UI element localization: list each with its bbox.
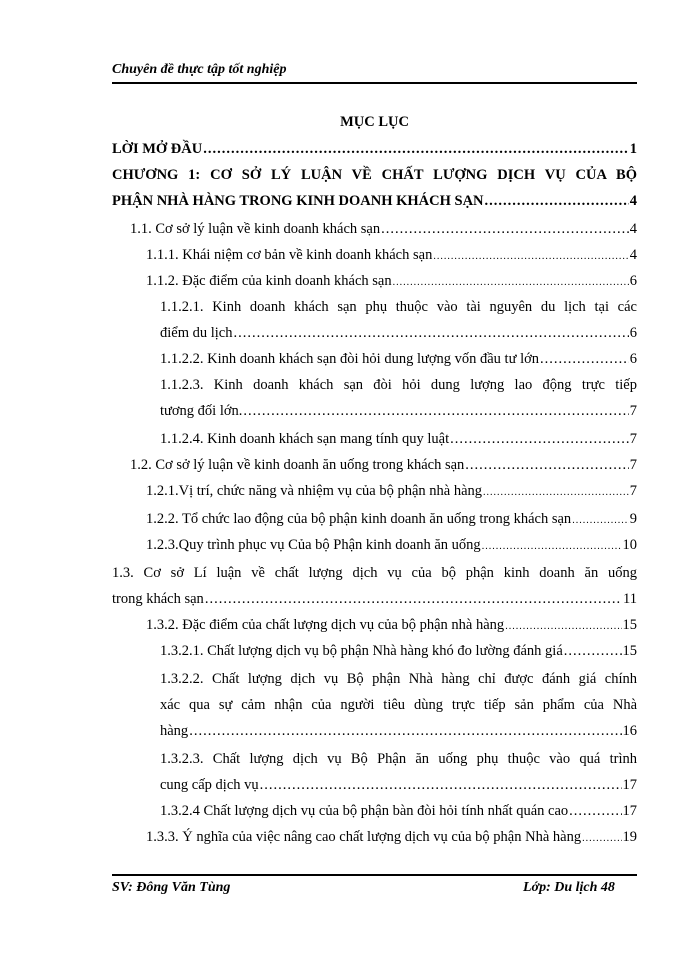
toc-entry-text: LỜI MỞ ĐẦU [112, 141, 203, 157]
toc-leader [260, 777, 622, 794]
toc-leader [234, 325, 629, 342]
toc-entry-page: 7 [629, 457, 637, 473]
toc-leader [203, 141, 629, 158]
toc-entry[interactable] [112, 141, 637, 158]
toc-entry-text: 1.2.1.Vị trí, chức năng và nhiệm vụ của bộ phận nhà hàng [146, 483, 483, 499]
toc-entry-page: 4 [629, 247, 637, 263]
toc-entry[interactable] [130, 221, 637, 238]
toc-entry-text: 1.3.3. Ý nghĩa của việc nâng cao chất lượng dịch vụ của bộ phận Nhà hàng [146, 829, 582, 845]
toc-entry-text: 1.3.2.2. Chất lượng dịch vụ Bộ phận Nhà hàng chỉ được đánh giá chính [160, 671, 637, 687]
toc-entry[interactable] [146, 511, 637, 528]
toc-entry[interactable] [160, 697, 637, 714]
toc-leader [465, 457, 628, 474]
toc-entry[interactable] [160, 671, 637, 688]
toc-leader [505, 617, 621, 634]
toc-entry[interactable] [146, 483, 637, 500]
toc-entry-page: 11 [623, 591, 637, 607]
toc-entry-page: 17 [622, 777, 637, 793]
toc-entry-page: 1 [629, 141, 637, 157]
toc-entry[interactable] [146, 247, 637, 264]
toc-leader [433, 247, 628, 264]
toc-entry[interactable] [160, 403, 637, 420]
toc-entry[interactable] [160, 299, 637, 316]
toc-entry-text: điểm du lịch [160, 325, 233, 341]
toc-entry-text: 1.1. Cơ sở lý luận về kinh doanh khách sạn [130, 221, 381, 237]
toc-entry-text: 1.2.3.Quy trình phục vụ Của bộ Phận kinh doanh ăn uống [146, 537, 481, 553]
toc-entry[interactable] [146, 273, 637, 290]
toc-entry-text: trong khách sạn [112, 591, 204, 607]
toc-entry-text: 1.1.2.4. Kinh doanh khách sạn mang tính quy luật [160, 431, 450, 447]
toc-entry[interactable] [160, 351, 637, 368]
toc-entry[interactable] [112, 591, 637, 608]
toc-entry-text: 1.3.2.3. Chất lượng dịch vụ Bộ Phận ăn uống phụ thuộc vào quá trình [160, 751, 637, 767]
toc-entry-page: 9 [629, 511, 637, 527]
toc-leader [582, 829, 621, 846]
toc-entry-page: 4 [629, 193, 637, 209]
toc-leader [482, 537, 622, 554]
toc-leader [393, 273, 629, 290]
toc-title: MỤC LỤC [340, 114, 409, 130]
toc-entry-text: hàng [160, 723, 189, 739]
header-rule [112, 82, 637, 84]
toc-entry[interactable] [112, 565, 637, 582]
toc-entry-page: 7 [629, 483, 637, 499]
toc-entry-text: 1.3.2.4 Chất lượng dịch vụ của bộ phận bàn đòi hỏi tính nhất quán cao [160, 803, 569, 819]
toc-entry-page: 6 [629, 325, 637, 341]
footer-student: SV: Đông Văn Tùng [112, 880, 231, 895]
toc-entry[interactable] [160, 431, 637, 448]
toc-entry-text: PHẬN NHÀ HÀNG TRONG KINH DOANH KHÁCH SẠN [112, 193, 484, 209]
toc-entry[interactable] [160, 777, 637, 794]
toc-entry[interactable] [146, 617, 637, 634]
toc-entry-page: 19 [622, 829, 637, 845]
toc-entry[interactable] [130, 457, 637, 474]
footer-rule [112, 874, 637, 876]
toc-entry-page: 7 [629, 403, 637, 419]
toc-entry[interactable] [160, 803, 637, 820]
toc-entry[interactable] [160, 723, 637, 740]
toc-leader [483, 483, 629, 500]
toc-leader [243, 403, 628, 420]
toc-entry[interactable] [160, 377, 637, 394]
toc-entry-text: 1.2. Cơ sở lý luận về kinh doanh ăn uống trong khách sạn [130, 457, 465, 473]
toc-leader [540, 351, 629, 368]
toc-entry[interactable] [146, 829, 637, 846]
toc-entry-text: cung cấp dịch vụ [160, 777, 259, 793]
toc-entry-page: 17 [622, 803, 637, 819]
toc-leader [189, 723, 621, 740]
toc-entry-text: xác qua sự cảm nhận của người tiêu dùng trực tiếp sản phẩm của Nhà [160, 697, 637, 713]
toc-entry[interactable] [160, 751, 637, 768]
toc-entry-text: 1.3.2.1. Chất lượng dịch vụ bộ phận Nhà hàng khó đo lường đánh giá [160, 643, 563, 659]
toc-entry-text: 1.2.2. Tổ chức lao động của bộ phận kinh doanh ăn uống trong khách sạn [146, 511, 572, 527]
toc-entry-text: tương đối lớn. [160, 403, 243, 419]
toc-entry-page: 7 [629, 431, 637, 447]
toc-entry[interactable] [112, 193, 637, 210]
toc-entry-text: 1.1.2.2. Kinh doanh khách sạn đòi hỏi dung lượng vốn đầu tư lớn [160, 351, 540, 367]
toc-entry-text: 1.3.2. Đặc điểm của chất lượng dịch vụ của bộ phận nhà hàng [146, 617, 505, 633]
toc-entry-page: 6 [629, 273, 637, 289]
toc-entry[interactable] [112, 167, 637, 184]
toc-entry-text: 1.1.2.3. Kinh doanh khách sạn đòi hỏi dung lượng lao động trực tiếp [160, 377, 637, 393]
toc-leader [572, 511, 629, 528]
toc-entry-text: 1.1.2. Đặc điểm của kinh doanh khách sạn [146, 273, 392, 289]
toc-entry[interactable] [146, 537, 637, 554]
toc-entry-text: 1.3. Cơ sở Lí luận về chất lượng dịch vụ của bộ phận kinh doanh ăn uống [112, 565, 637, 581]
toc-entry-text: 1.1.1. Khái niệm cơ bản về kinh doanh khách sạn [146, 247, 433, 263]
toc-entry-text: CHƯƠNG 1: CƠ SỞ LÝ LUẬN VỀ CHẤT LƯỢNG DỊCH VỤ CỦA BỘ [112, 167, 637, 183]
page-header: Chuyên đề thực tập tốt nghiệp [112, 62, 287, 77]
toc-entry-page: 10 [622, 537, 637, 553]
toc-entry-page: 4 [629, 221, 637, 237]
toc-leader [381, 221, 629, 238]
toc-leader [564, 643, 622, 660]
toc-entry-page: 15 [622, 643, 637, 659]
toc-leader [205, 591, 622, 608]
toc-entry[interactable] [160, 643, 637, 660]
toc-entry-page: 15 [622, 617, 637, 633]
toc-entry-text: 1.1.2.1. Kinh doanh khách sạn phụ thuộc vào tài nguyên du lịch tại các [160, 299, 637, 315]
toc-entry-page: 6 [629, 351, 637, 367]
toc-leader [569, 803, 621, 820]
toc-leader [450, 431, 629, 448]
toc-leader [485, 193, 629, 210]
footer-class: Lớp: Du lịch 48 [523, 880, 615, 895]
toc-entry[interactable] [160, 325, 637, 342]
toc-entry-page: 16 [622, 723, 637, 739]
